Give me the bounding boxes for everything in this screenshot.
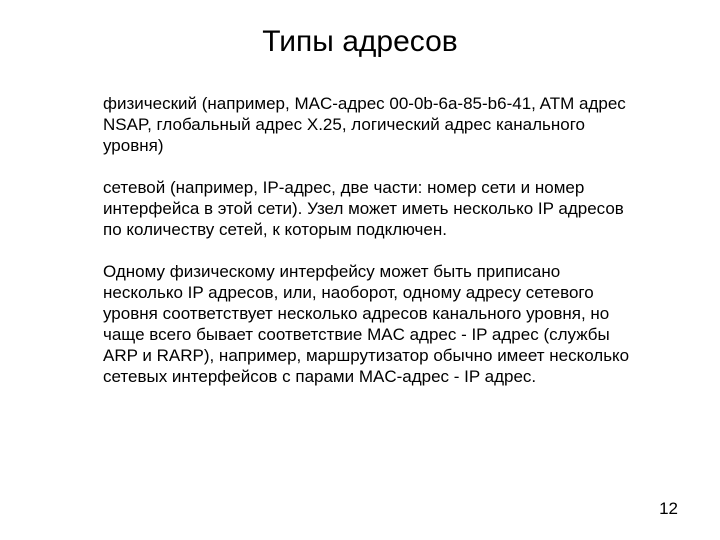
paragraph-network-address — [103, 177, 643, 240]
paragraph-mapping — [103, 261, 643, 387]
paragraph-physical-text: (например, MAC-адрес 00-0b-6a-85-b6-41, ATM адрес NSAP, глобальный адрес X.25, логический адрес канального уровня) — [103, 94, 626, 155]
page-number: 12 — [659, 499, 678, 518]
paragraph-mapping-text: Одному физическому интерфейсу может быть приписано несколько IP адресов, или, наоборот, одному адресу сетевого уровня соответствует несколько адресов канального уровня, но чаще всего бывает соответствие MAC адрес - IP адрес (службы ARP и RARP), например, маршрутизатор обычно имеет несколько сетевых интерфейсов с парами MAC-адрес - IP адрес. — [103, 262, 630, 386]
term-network: сетевой — [103, 178, 166, 197]
slide-title: Типы адресов — [262, 25, 458, 58]
paragraph-network-text: (например, IP-адрес, две части: номер сети и номер интерфейса в этой сети). Узел может иметь несколько IP адресов по количеству сетей, к которым подключен. — [103, 178, 624, 239]
term-physical: физический — [103, 94, 198, 113]
paragraph-physical-address — [103, 93, 643, 156]
slide-body — [103, 93, 643, 408]
